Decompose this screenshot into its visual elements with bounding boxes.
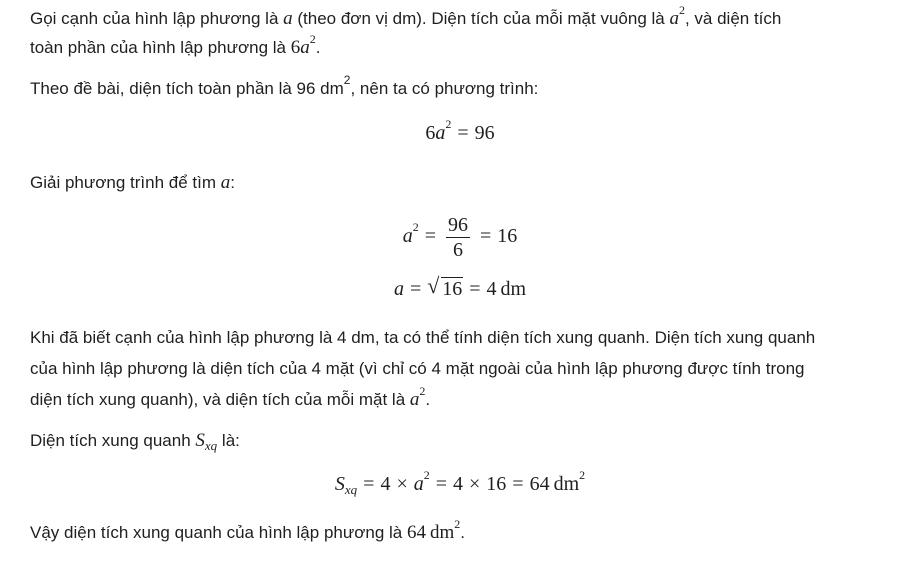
lateral-line1: Khi đã biết cạnh của hình lập phương là 4 dm, ta có thể tính diện tích xung quanh. Diện tích xung quanh <box>30 328 816 347</box>
intro-text-3: , và diện tích <box>684 9 782 28</box>
conclusion-text: Vậy diện tích xung quanh của hình lập phương là <box>30 523 407 542</box>
paragraph-lateral-line2 <box>30 354 805 384</box>
equation-total-area <box>30 117 890 149</box>
lateral-line2: của hình lập phương là diện tích của 4 mặt (vì chỉ có 4 mặt ngoài của hình lập phương được tính trong <box>30 359 805 378</box>
eq2-denominator: 6 <box>453 238 463 261</box>
sxq-text-2: là: <box>217 431 240 450</box>
eq2-equals-2: = <box>480 225 492 247</box>
sxq-sub: xq <box>204 438 218 453</box>
lateral-a-base: a <box>409 389 420 410</box>
a-squared-base: a <box>669 8 679 29</box>
eq4-sub: xq <box>344 482 358 497</box>
eq4-a-exp: 2 <box>423 468 430 483</box>
eq4-unit-exp: 2 <box>579 468 586 483</box>
conclusion-value <box>406 516 461 543</box>
eq4-equals-1: = <box>363 473 375 495</box>
eq1-equals: = <box>457 122 469 144</box>
intro-line2-text: toàn phần của hình lập phương là <box>30 38 291 57</box>
paragraph-lateral-line1 <box>30 323 815 353</box>
eq3-sqrt <box>427 273 463 305</box>
lateral-a-squared <box>409 383 426 410</box>
eq1-coef: 6 <box>425 122 436 144</box>
eq1-rhs: 96 <box>474 122 495 144</box>
eq2-var: a <box>402 225 413 247</box>
eq4-equals-2: = <box>435 473 447 495</box>
intro-line2-end: . <box>315 38 321 57</box>
a-squared-exp: 2 <box>678 2 685 17</box>
equation-lateral-area <box>30 468 890 500</box>
eq4-a: a <box>413 473 424 495</box>
paragraph-intro-line1 <box>30 4 781 34</box>
sxq-symbol <box>195 430 217 451</box>
eq2-rhs: 16 <box>497 225 518 247</box>
conclusion-end: . <box>460 523 465 542</box>
given-exp: 2 <box>343 73 351 88</box>
solve-text-2: : <box>230 173 235 192</box>
equation-a-squared <box>30 208 890 264</box>
intro-text-2: (theo đơn vị dm). Diện tích của mỗi mặt vuông là <box>292 9 670 28</box>
eq4-times-2: × <box>469 473 481 495</box>
eq4-value: 64 <box>529 473 550 495</box>
sqrt-icon: √ <box>427 273 440 298</box>
eq1-exp: 2 <box>445 117 452 132</box>
eq3-unit: dm <box>500 278 527 300</box>
a-squared <box>669 2 685 29</box>
lateral-line3-text: diện tích xung quanh), và diện tích của mỗi mặt là <box>30 390 410 409</box>
eq2-numerator: 96 <box>448 213 468 236</box>
eq4-times-1: × <box>396 473 408 495</box>
eq2-equals-1: = <box>424 225 436 247</box>
var-a: a <box>283 8 293 29</box>
eq2-exp: 2 <box>412 220 419 235</box>
eq2-fraction <box>446 213 470 262</box>
lateral-a-exp: 2 <box>419 383 426 398</box>
paragraph-given <box>30 74 538 104</box>
solve-text-1: Giải phương trình để tìm <box>30 173 221 192</box>
eq3-radicand: 16 <box>442 278 463 300</box>
conclusion-number: 64 <box>406 522 426 543</box>
eq4-sixteen: 16 <box>486 473 507 495</box>
eq4-four-1: 4 <box>380 473 391 495</box>
paragraph-sxq-intro <box>30 426 240 456</box>
six-a-squared-base: a <box>300 37 310 58</box>
paragraph-intro-line2 <box>30 33 320 63</box>
paragraph-conclusion <box>30 518 465 548</box>
eq3-equals-1: = <box>409 278 422 300</box>
equation-a-value <box>30 273 890 305</box>
eq1-var: a <box>435 122 446 144</box>
sxq-S: S <box>195 430 205 451</box>
paragraph-solve <box>30 168 235 198</box>
six-a-squared-coef: 6 <box>290 37 301 58</box>
conclusion-unit-exp: 2 <box>454 516 461 531</box>
lateral-line3-end: . <box>425 390 431 409</box>
given-text-1: Theo đề bài, diện tích toàn phần là 96 dm <box>30 79 344 98</box>
six-a-squared <box>290 31 316 58</box>
eq4-four-2: 4 <box>453 473 463 495</box>
eq4-S: S <box>334 473 345 495</box>
eq3-value: 4 <box>486 278 497 300</box>
six-a-squared-exp: 2 <box>309 31 316 46</box>
eq4-equals-3: = <box>512 473 524 495</box>
given-text-2: , nên ta có phương trình: <box>350 79 539 98</box>
eq4-unit: dm <box>553 473 580 495</box>
sxq-text-1: Diện tích xung quanh <box>30 431 196 450</box>
conclusion-unit: dm <box>429 522 455 543</box>
eq3-var: a <box>393 278 404 300</box>
intro-text-1: Gọi cạnh của hình lập phương là <box>30 9 284 28</box>
eq3-equals-2: = <box>469 278 481 300</box>
solve-var: a <box>220 172 231 193</box>
paragraph-lateral-line3 <box>30 385 430 415</box>
